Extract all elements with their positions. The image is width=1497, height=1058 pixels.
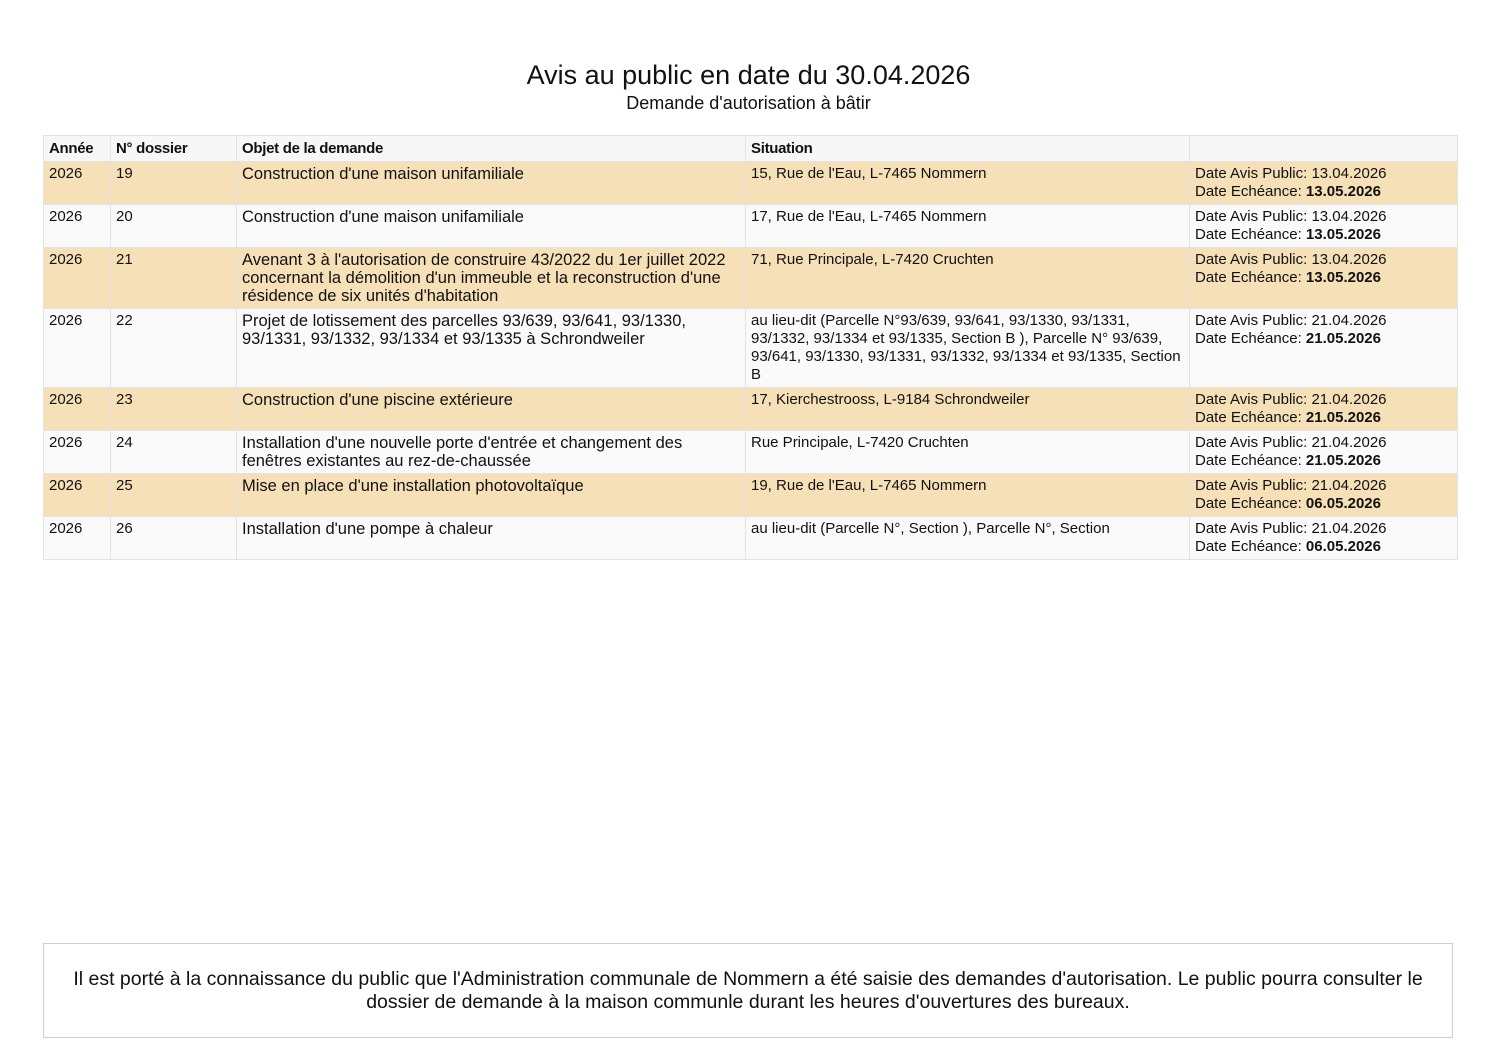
table-row bbox=[44, 309, 1458, 388]
date-echeance-line bbox=[1195, 269, 1452, 287]
date-echeance-line bbox=[1195, 538, 1452, 556]
date-echeance-line bbox=[1195, 226, 1452, 244]
date-avis-line bbox=[1195, 208, 1452, 226]
cell-annee: 2026 bbox=[44, 517, 111, 560]
date-echeance-line bbox=[1195, 330, 1452, 348]
cell-situation: Rue Principale, L-7420 Cruchten bbox=[746, 431, 1190, 474]
public-notice bbox=[43, 943, 1453, 1038]
table-row bbox=[44, 205, 1458, 248]
date-echeance-label: Date Echéance: bbox=[1195, 183, 1302, 200]
page-subtitle: Demande d'autorisation à bâtir bbox=[626, 93, 871, 113]
table-row bbox=[44, 474, 1458, 517]
date-avis-line bbox=[1195, 312, 1452, 330]
date-avis-value: 21.04.2026 bbox=[1311, 312, 1387, 329]
cell-dossier: 19 bbox=[111, 162, 237, 205]
date-avis-label: Date Avis Public: bbox=[1195, 165, 1308, 182]
cell-objet: Construction d'une piscine extérieure bbox=[237, 388, 746, 431]
cell-dates bbox=[1190, 248, 1458, 309]
date-echeance-label: Date Echéance: bbox=[1195, 226, 1302, 243]
cell-dates bbox=[1190, 205, 1458, 248]
permits-table bbox=[43, 135, 1458, 560]
date-avis-line bbox=[1195, 251, 1452, 269]
date-echeance-value: 06.05.2026 bbox=[1305, 538, 1381, 555]
table-row bbox=[44, 431, 1458, 474]
date-echeance-label: Date Echéance: bbox=[1195, 495, 1302, 512]
date-echeance-value: 13.05.2026 bbox=[1305, 226, 1381, 243]
cell-situation: au lieu-dit (Parcelle N°, Section ), Parcelle N°, Section bbox=[746, 517, 1190, 560]
cell-annee: 2026 bbox=[44, 309, 111, 388]
date-avis-value: 13.04.2026 bbox=[1311, 165, 1387, 182]
cell-situation: 17, Kierchestrooss, L-9184 Schrondweiler bbox=[746, 388, 1190, 431]
cell-dossier: 26 bbox=[111, 517, 237, 560]
cell-dossier: 20 bbox=[111, 205, 237, 248]
date-echeance-label: Date Echéance: bbox=[1195, 269, 1302, 286]
cell-annee: 2026 bbox=[44, 248, 111, 309]
date-echeance-value: 06.05.2026 bbox=[1305, 495, 1381, 512]
date-echeance-value: 13.05.2026 bbox=[1305, 183, 1381, 200]
cell-objet: Installation d'une nouvelle porte d'entrée et changement des fenêtres existantes au rez-de-chaussée bbox=[237, 431, 746, 474]
date-avis-line bbox=[1195, 391, 1452, 409]
date-avis-value: 13.04.2026 bbox=[1311, 251, 1387, 268]
cell-dossier: 25 bbox=[111, 474, 237, 517]
cell-dates bbox=[1190, 162, 1458, 205]
cell-annee: 2026 bbox=[44, 205, 111, 248]
column-header-annee: Année bbox=[44, 136, 111, 162]
cell-objet: Construction d'une maison unifamiliale bbox=[237, 205, 746, 248]
table-row bbox=[44, 517, 1458, 560]
cell-dates bbox=[1190, 309, 1458, 388]
date-avis-label: Date Avis Public: bbox=[1195, 477, 1308, 494]
date-echeance-value: 13.05.2026 bbox=[1305, 269, 1381, 286]
column-header-situation: Situation bbox=[746, 136, 1190, 162]
date-avis-line bbox=[1195, 165, 1452, 183]
date-avis-line bbox=[1195, 434, 1452, 452]
date-echeance-line bbox=[1195, 409, 1452, 427]
date-echeance-label: Date Echéance: bbox=[1195, 409, 1302, 426]
cell-annee: 2026 bbox=[44, 474, 111, 517]
date-echeance-line bbox=[1195, 495, 1452, 513]
cell-annee: 2026 bbox=[44, 431, 111, 474]
table-body bbox=[44, 162, 1458, 560]
date-avis-value: 21.04.2026 bbox=[1311, 391, 1387, 408]
cell-dossier: 22 bbox=[111, 309, 237, 388]
table-row bbox=[44, 388, 1458, 431]
table-header-row bbox=[44, 136, 1458, 162]
date-avis-label: Date Avis Public: bbox=[1195, 251, 1308, 268]
cell-dates bbox=[1190, 388, 1458, 431]
date-echeance-value: 21.05.2026 bbox=[1305, 452, 1381, 469]
cell-situation: au lieu-dit (Parcelle N°93/639, 93/641, 93/1330, 93/1331, 93/1332, 93/1334 et 93/1335, Section B ), Parcelle N° 93/639, 93/641, 93/1330, 93/1331, 93/1332, 93/1334 et 93/1335, Section B bbox=[746, 309, 1190, 388]
cell-objet: Mise en place d'une installation photovoltaïque bbox=[237, 474, 746, 517]
date-avis-label: Date Avis Public: bbox=[1195, 312, 1308, 329]
date-avis-line bbox=[1195, 520, 1452, 538]
date-avis-value: 21.04.2026 bbox=[1311, 434, 1387, 451]
cell-dates bbox=[1190, 517, 1458, 560]
cell-dates bbox=[1190, 431, 1458, 474]
cell-dates bbox=[1190, 474, 1458, 517]
date-avis-value: 21.04.2026 bbox=[1311, 477, 1387, 494]
date-avis-label: Date Avis Public: bbox=[1195, 391, 1308, 408]
cell-dossier: 23 bbox=[111, 388, 237, 431]
cell-dossier: 21 bbox=[111, 248, 237, 309]
date-avis-label: Date Avis Public: bbox=[1195, 208, 1308, 225]
cell-objet: Projet de lotissement des parcelles 93/639, 93/641, 93/1330, 93/1331, 93/1332, 93/1334 et 93/1335 à Schrondweiler bbox=[237, 309, 746, 388]
date-echeance-label: Date Echéance: bbox=[1195, 452, 1302, 469]
date-echeance-value: 21.05.2026 bbox=[1305, 409, 1381, 426]
date-avis-line bbox=[1195, 477, 1452, 495]
cell-objet: Avenant 3 à l'autorisation de construire 43/2022 du 1er juillet 2022 concernant la démolition d'un immeuble et la reconstruction d'une résidence de six unités d'habitation bbox=[237, 248, 746, 309]
cell-situation: 15, Rue de l'Eau, L-7465 Nommern bbox=[746, 162, 1190, 205]
date-avis-value: 21.04.2026 bbox=[1311, 520, 1387, 537]
cell-situation: 17, Rue de l'Eau, L-7465 Nommern bbox=[746, 205, 1190, 248]
column-header-dates bbox=[1190, 136, 1458, 162]
date-avis-label: Date Avis Public: bbox=[1195, 520, 1308, 537]
cell-dossier: 24 bbox=[111, 431, 237, 474]
date-avis-label: Date Avis Public: bbox=[1195, 434, 1308, 451]
cell-situation: 71, Rue Principale, L-7420 Cruchten bbox=[746, 248, 1190, 309]
public-notice-text: Il est porté à la connaissance du public que l'Administration communale de Nommern a été saisie des demandes d'autorisation. Le public pourra consulter le dossier de demande à la maison communle durant les heures d'ouvertures des bureaux. bbox=[73, 967, 1423, 1013]
date-echeance-line bbox=[1195, 452, 1452, 470]
date-echeance-label: Date Echéance: bbox=[1195, 538, 1302, 555]
date-avis-value: 13.04.2026 bbox=[1311, 208, 1387, 225]
column-header-objet: Objet de la demande bbox=[237, 136, 746, 162]
cell-situation: 19, Rue de l'Eau, L-7465 Nommern bbox=[746, 474, 1190, 517]
cell-annee: 2026 bbox=[44, 162, 111, 205]
cell-objet: Construction d'une maison unifamiliale bbox=[237, 162, 746, 205]
date-echeance-line bbox=[1195, 183, 1452, 201]
date-echeance-label: Date Echéance: bbox=[1195, 330, 1302, 347]
column-header-dossier: N° dossier bbox=[111, 136, 237, 162]
table-row bbox=[44, 248, 1458, 309]
cell-annee: 2026 bbox=[44, 388, 111, 431]
date-echeance-value: 21.05.2026 bbox=[1305, 330, 1381, 347]
table-row bbox=[44, 162, 1458, 205]
cell-objet: Installation d'une pompe à chaleur bbox=[237, 517, 746, 560]
page-title: Avis au public en date du 30.04.2026 bbox=[526, 60, 971, 90]
